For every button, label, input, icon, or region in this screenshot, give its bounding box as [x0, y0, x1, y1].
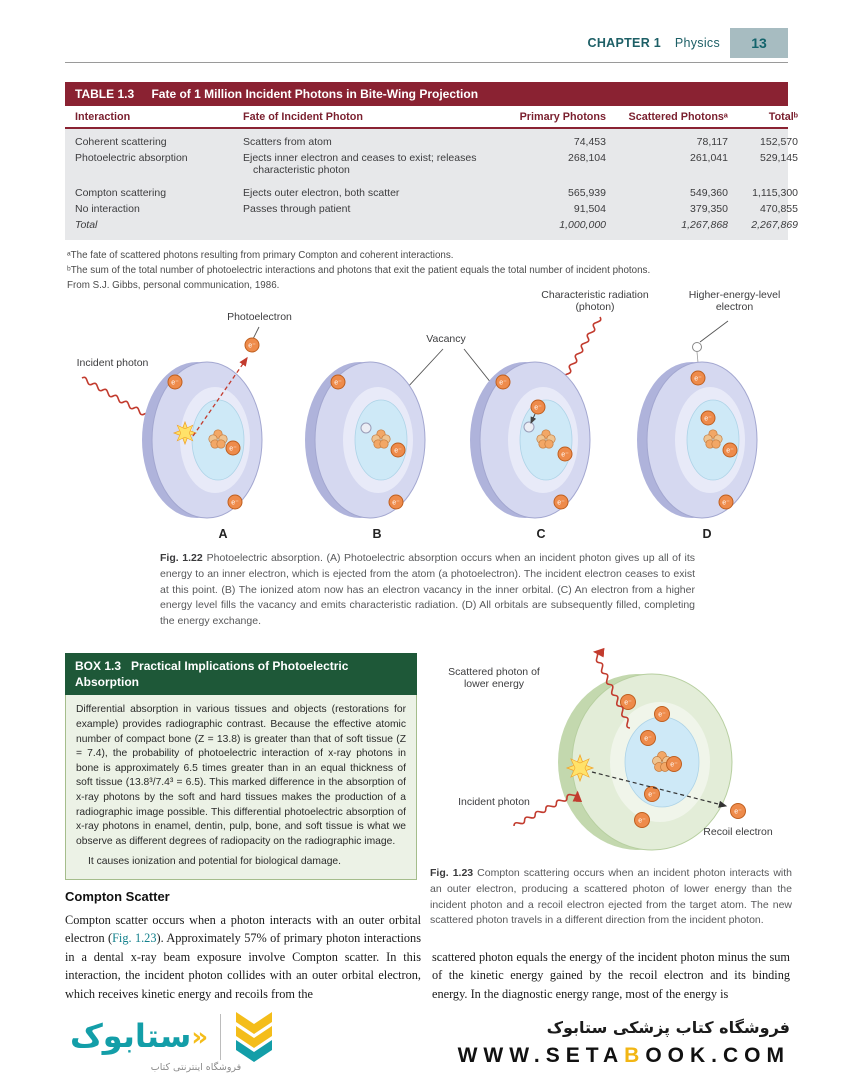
- electron-symbol: e⁻: [648, 791, 656, 799]
- vacancy-circle: [361, 423, 371, 433]
- electron: [331, 375, 345, 389]
- table-title-bar: [65, 82, 788, 106]
- table-row: [75, 134, 798, 150]
- url-accent-segment: B: [624, 1044, 646, 1067]
- electron: [723, 443, 737, 457]
- compton-text-pre: Compton scatter occurs when a photon interacts with an outer orbital electron (: [65, 913, 421, 946]
- cell-interaction: Coherent scattering: [75, 136, 167, 148]
- label-incident-photon: Incident photon: [458, 796, 530, 808]
- table-row: [75, 201, 798, 217]
- incident-photon-arrow: [81, 376, 156, 422]
- cell-scattered: 549,360: [690, 187, 728, 199]
- electron: [635, 813, 650, 828]
- caption-text: Compton scattering occurs when an incident photon interacts with an outer electron, producing a scattered photon of lower energy than the incident photon and a recoil electron ejected from the target atom. The new scattered photon travels in a different direction from the incident photon.: [430, 867, 793, 927]
- footnote-a: ᵃThe fate of scattered photons resulting from primary Compton and coherent interactions.: [67, 250, 454, 261]
- figure-1-23: [430, 640, 800, 868]
- electron: [558, 447, 572, 461]
- label-recoil-electron: Recoil electron: [703, 826, 773, 838]
- electron: [168, 375, 182, 389]
- cell-interaction: No interaction: [75, 203, 140, 215]
- table-column-headers: [65, 106, 798, 129]
- cell-fate: Ejects inner electron and ceases to exist; releases characteristic photon: [243, 152, 477, 176]
- cell-fate: Scatters from atom: [243, 136, 332, 148]
- electron: [641, 731, 656, 746]
- chevron-logo-icon: [233, 1012, 275, 1062]
- panel-label-d: D: [702, 527, 712, 541]
- cell-total: 2,267,869: [751, 219, 798, 231]
- atom-a: [142, 338, 262, 518]
- electron: [389, 495, 403, 509]
- right-column-paragraph: scattered photon equals the energy of the incident photon minus the sum of the kinetic energy gained by the recoil electron and its binding energy. In the diagnostic energy range, most of the energy is: [432, 950, 790, 1001]
- url-segment: OOK.COM: [645, 1044, 790, 1067]
- cell-primary: 1,000,000: [559, 219, 606, 231]
- caption-label: Fig. 1.23: [430, 867, 474, 879]
- electron: [554, 495, 568, 509]
- cell-total: 1,115,300: [752, 187, 798, 199]
- table-row: [75, 150, 798, 178]
- footnote-b: ᵇThe sum of the total number of photoelectric interactions and photons that exit the patient equals the total number of incident photons.: [67, 265, 651, 277]
- atom-d: [637, 362, 757, 518]
- page-number-badge: [730, 28, 788, 58]
- electron: [701, 411, 715, 425]
- table-1-3: [65, 82, 798, 294]
- table-label: TABLE 1.3: [75, 87, 135, 101]
- col-header-primary: Primary Photons: [519, 111, 606, 123]
- chapter-label: CHAPTER 1: [587, 36, 662, 50]
- header-rule: [65, 62, 788, 63]
- box-title: Practical Implications of Photoelectric Absorption: [75, 659, 349, 690]
- figure-1-23-caption: [430, 866, 792, 929]
- electron-symbol: e⁻: [624, 699, 632, 707]
- logo-wordmark: [70, 1019, 208, 1054]
- electron-symbol: e⁻: [534, 404, 542, 412]
- electron-symbol: e⁻: [644, 735, 652, 743]
- footnote-source: From S.J. Gibbs, personal communication, 1986.: [67, 280, 280, 292]
- higher-energy-pointer-line: [700, 321, 728, 342]
- electron: [719, 495, 733, 509]
- electron-symbol: e⁻: [229, 445, 237, 453]
- label-incident-photon: Incident photon: [76, 357, 149, 369]
- caption-label: Fig. 1.22: [160, 552, 203, 564]
- electron-symbol: e⁻: [658, 711, 666, 719]
- electron: [496, 375, 510, 389]
- recoil-electron: [731, 804, 746, 819]
- box-body: [65, 695, 417, 880]
- cell-scattered: 78,117: [696, 136, 728, 148]
- page-number: 13: [751, 35, 767, 51]
- electron-symbol: e⁻: [171, 379, 179, 387]
- cell-primary: 565,939: [568, 187, 606, 199]
- electron-symbol: e⁻: [499, 379, 507, 387]
- electron: [391, 443, 405, 457]
- cell-primary: 91,504: [573, 203, 606, 215]
- label-higher-energy-electron: Higher-energy-level electron: [688, 289, 781, 314]
- cell-fate: Passes through patient: [243, 203, 351, 215]
- col-header-total: Totalᵇ: [768, 111, 798, 123]
- electron: [691, 371, 705, 385]
- logo-name: ستابوک: [70, 1017, 192, 1056]
- cell-total: 470,855: [760, 203, 798, 215]
- electron-symbol: e⁻: [557, 499, 565, 507]
- electron: [655, 707, 670, 722]
- col-header-interaction: Interaction: [75, 111, 131, 123]
- electron-symbol: e⁻: [392, 499, 400, 507]
- electron: [645, 787, 660, 802]
- ejected-photoelectron: [245, 338, 259, 352]
- compton-text-post: ). Approximately 57% of primary photon interactions in a dental x-ray beam exposure involve Compton scatter. In this interaction, the incident photon collides with an outer orbital electron, which receives kinetic energy and recoils from the: [65, 931, 421, 1001]
- cell-total: 152,570: [760, 136, 798, 148]
- cell-primary: 74,453: [573, 136, 606, 148]
- label-photoelectron: Photoelectron: [227, 311, 292, 323]
- cell-primary: 268,104: [568, 152, 606, 164]
- cell-total: 529,145: [760, 152, 798, 164]
- figure-1-22-caption: [160, 551, 695, 630]
- electron-symbol: e⁻: [334, 379, 342, 387]
- electron-symbol: e⁻: [694, 375, 702, 383]
- photoelectron-pointer-line: [253, 327, 259, 339]
- figure-1-22: [60, 283, 790, 545]
- col-header-fate: Fate of Incident Photon: [243, 111, 363, 123]
- cell-interaction: Photoelectric absorption: [75, 152, 188, 164]
- electron-symbol: e⁻: [734, 808, 742, 816]
- table-row: [75, 185, 798, 201]
- panel-label-c: C: [536, 527, 546, 541]
- electron-symbol: e⁻: [704, 415, 712, 423]
- logo-divider: [220, 1014, 221, 1060]
- electron-symbol: e⁻: [670, 761, 678, 769]
- logo-subtitle: فروشگاه اینترنتی کتاب: [150, 1062, 242, 1073]
- caption-text: Photoelectric absorption. (A) Photoelectric absorption occurs when an incident photon gives up all of its energy to an inner electron, which is ejected from the atom (a photoelectron). The incident electron ceases to exist at this point. (B) The ionized atom now has an electron vacancy in the inner orbital. (C) An electron from a higher energy level fills the vacancy and emits characteristic radiation. (D) All orbitals are subsequently filled, completing the energy exchange.: [160, 552, 696, 627]
- box-label: BOX 1.3: [75, 659, 122, 673]
- table-total-row: [75, 217, 798, 233]
- higher-energy-electron-circle: [693, 343, 702, 352]
- electron-symbol: e⁻: [231, 499, 239, 507]
- label-vacancy: Vacancy: [426, 333, 466, 345]
- atom-c: [470, 362, 590, 518]
- box-header: [65, 653, 417, 695]
- label-scattered-photon: Scattered photon of lower energy: [448, 666, 540, 691]
- cell-scattered: 261,041: [690, 152, 728, 164]
- url-segment: WWW.SETA: [457, 1044, 625, 1067]
- compton-paragraph: [65, 911, 421, 1003]
- box-1-3: [65, 653, 417, 880]
- compton-atom: [558, 674, 732, 850]
- electron: [228, 495, 242, 509]
- table-title: Fate of 1 Million Incident Photons in Bite-Wing Projection: [151, 87, 479, 101]
- table-body: [65, 129, 798, 240]
- electron: [531, 400, 545, 414]
- panel-label-b: B: [372, 527, 382, 541]
- label-characteristic-radiation: Characteristic radiation (photon): [541, 289, 649, 314]
- electron-symbol: e⁻: [726, 447, 734, 455]
- electron-symbol: e⁻: [638, 817, 646, 825]
- col-header-scattered: Scattered Photonsᵃ: [628, 111, 728, 123]
- cell-fate: Ejects outer electron, both scatter: [243, 187, 400, 199]
- cell-scattered: 1,267,868: [681, 219, 728, 231]
- electron: [667, 757, 682, 772]
- cell-interaction: Total: [75, 219, 98, 231]
- cell-interaction: Compton scattering: [75, 187, 167, 199]
- logo-quote-mark: «: [191, 1023, 209, 1054]
- box-text: Differential absorption in various tissues and objects (restorations for example) provides radiographic contrast. Because the effective atomic number of compact bone (Z = 13.8) is greater than that of soft tissue (Z = 7.4), the probability of photoelectric interaction of x-ray photons in bone is approximately 6.5 times greater than in an equal thickness of soft tissue (13.8³/7.4³ = 6.5). This marked difference in the absorption of x-ray photons by the soft and hard tissues makes the production of a radiographic image possible. This differential photoelectric absorption of x-ray photons in enamel, dentin, pulp, bone, and soft tissue is what we observe as different degrees of radiopacity on the radiographic image.: [76, 704, 406, 847]
- cell-scattered: 379,350: [690, 203, 728, 215]
- electron-symbol: e⁻: [394, 447, 402, 455]
- figure-1-23-reference-link[interactable]: Fig. 1.23: [112, 931, 157, 946]
- vacancy-circle: [524, 422, 534, 432]
- box-note: It causes ionization and potential for biological damage.: [88, 856, 342, 868]
- electron-symbol: e⁻: [561, 451, 569, 459]
- chapter-title: Physics: [674, 36, 720, 50]
- store-title: فروشگاه کتاب پزشکی ستابوک: [546, 1018, 790, 1037]
- electron: [226, 441, 240, 455]
- fig-1-22-illustration: [60, 283, 790, 545]
- panel-label-a: A: [218, 527, 228, 541]
- electron-symbol: e⁻: [248, 342, 256, 350]
- atom-b: [305, 362, 425, 518]
- setabook-logo: [70, 1012, 410, 1062]
- site-url[interactable]: [410, 1044, 790, 1068]
- cell-fate: [243, 219, 501, 231]
- section-heading-compton-scatter: Compton Scatter: [65, 889, 170, 904]
- chapter-header: [420, 36, 720, 50]
- electron-symbol: e⁻: [722, 499, 730, 507]
